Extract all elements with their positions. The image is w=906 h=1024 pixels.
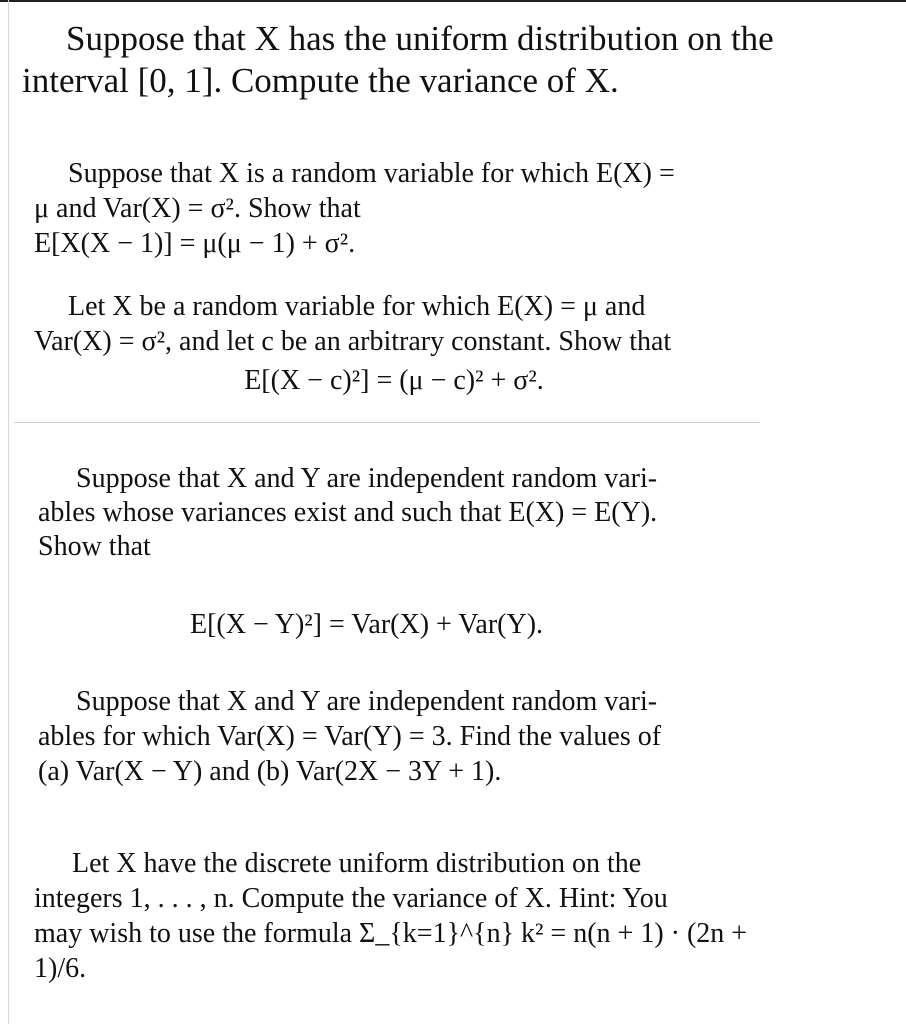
- problem-line: Suppose that X and Y are independent random vari-: [76, 686, 658, 717]
- problem-line: 1)/6.: [34, 953, 87, 984]
- problem-linear-combination: [38, 684, 661, 789]
- problem-line: integers 1, . . . , n. Compute the variance of X. Hint: You: [34, 883, 668, 914]
- problem-line: (a) Var(X − Y) and (b) Var(2X − 3Y + 1).: [38, 756, 502, 787]
- problem-line: ables for which Var(X) = Var(Y) = 3. Find the values of: [38, 721, 662, 752]
- problem-line: Suppose that X and Y are independent random vari-: [76, 463, 658, 494]
- problem-arbitrary-constant: [34, 289, 754, 398]
- problem-line: Let X have the discrete uniform distribution on the: [72, 848, 642, 879]
- display-equation: E[(X − Y)²] = Var(X) + Var(Y).: [190, 609, 544, 640]
- problem-line: Let X be a random variable for which E(X) = μ and: [68, 291, 646, 322]
- problem-expectation-identity: [34, 156, 675, 261]
- problem-line: interval [0, 1]. Compute the variance of X.: [22, 61, 619, 100]
- problem-discrete-uniform: [34, 846, 747, 986]
- problem-line: E[X(X − 1)] = μ(μ − 1) + σ².: [34, 228, 356, 259]
- left-border: [8, 0, 9, 1024]
- problem-uniform-variance: [22, 18, 774, 102]
- problem-line: ables whose variances exist and such that E(X) = E(Y).: [38, 497, 658, 528]
- top-border: [0, 0, 906, 2]
- display-equation: E[(X − c)²] = (μ − c)² + σ².: [244, 365, 544, 396]
- problem-line: μ and Var(X) = σ². Show that: [34, 193, 361, 224]
- problem-line: Show that: [38, 531, 151, 562]
- problem-line: may wish to use the formula Σ_{k=1}^{n} k² = n(n + 1) · (2n +: [34, 918, 748, 949]
- problem-line: Suppose that X is a random variable for which E(X) =: [68, 158, 675, 189]
- section-divider: [14, 422, 760, 423]
- problem-independent-variances: [38, 462, 657, 564]
- problem-line: Suppose that X has the uniform distribution on the: [66, 19, 774, 58]
- problem-line: Var(X) = σ², and let c be an arbitrary constant. Show that: [34, 326, 672, 357]
